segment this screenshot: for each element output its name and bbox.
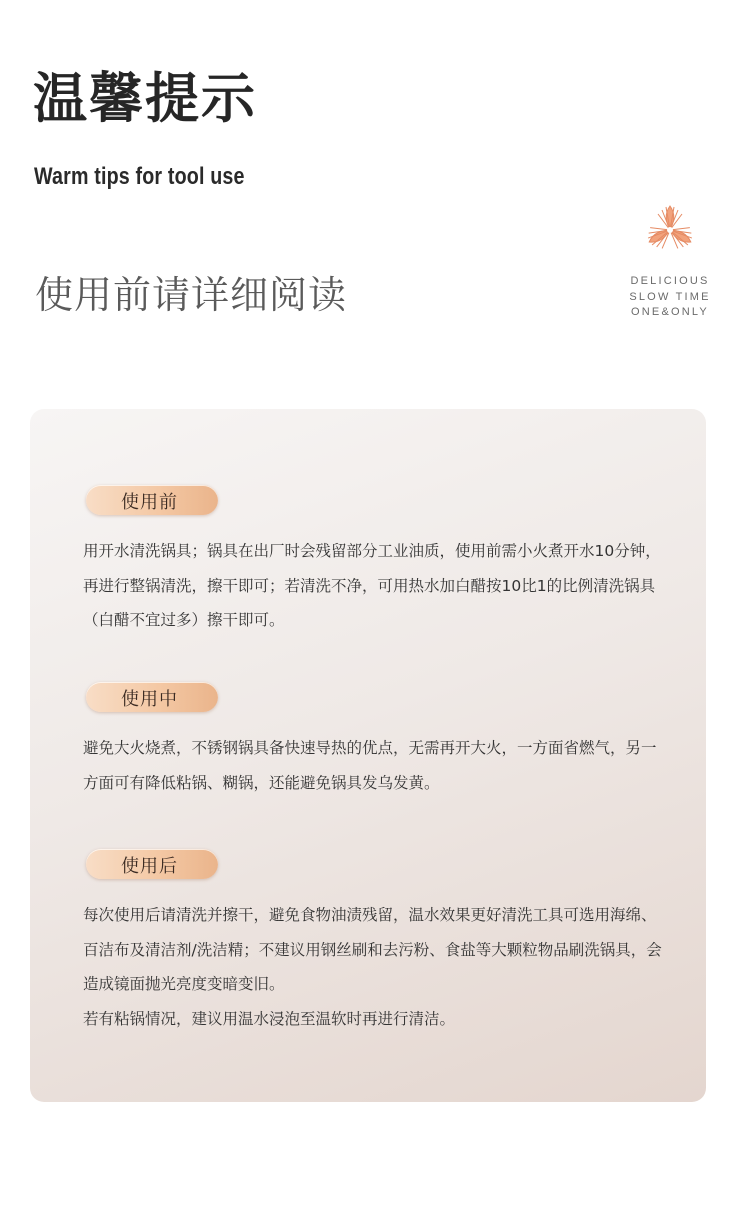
brand-line-1: DELICIOUS	[630, 275, 710, 287]
paragraph: 每次使用后请清洗并擦干，避免食物油渍残留，温水效果更好清洗工具可选用海绵、百洁布及清洁剂/洗洁精；不建议用钢丝刷和去污粉、食盐等大颗粒物品刷洗锅具，会造成镜面抛光亮度变暗变旧。	[83, 906, 662, 993]
section-label-text: 使用前	[121, 492, 178, 513]
section-label-during-use	[86, 682, 218, 712]
brand-line-3: ONE&ONLY	[631, 306, 709, 318]
section-body-during-use	[83, 731, 663, 800]
page-title: 温馨提示	[33, 67, 257, 130]
brand-block	[628, 200, 712, 321]
paragraph: 用开水清洗锅具；锅具在出厂时会残留部分工业油质，使用前需小火煮开水10分钟，再进行整锅清洗，擦干即可；若清洗不净，可用热水加白醋按10比1的比例清洗锅具（白醋不宜过多）擦干即可。	[83, 542, 661, 629]
paragraph: 避免大火烧煮，不锈钢锅具备快速导热的优点，无需再开大火，一方面省燃气，另一方面可有降低粘锅、糊锅，还能避免锅具发乌发黄。	[83, 739, 657, 792]
paragraph: 若有粘锅情况，建议用温水浸泡至温软时再进行清洁。	[83, 1009, 456, 1028]
section-label-after-use	[86, 849, 218, 879]
page-subtitle: Warm tips for tool use	[34, 163, 245, 190]
section-label-before-use	[86, 485, 218, 515]
section-label-text: 使用中	[121, 689, 178, 710]
section-body-before-use	[83, 534, 663, 638]
fan-flower-logo-icon	[640, 200, 700, 260]
section-body-after-use	[83, 898, 663, 1036]
read-before-use-note: 使用前请详细阅读	[35, 273, 348, 317]
section-label-text: 使用后	[121, 856, 178, 877]
brand-line-2: SLOW TIME	[629, 290, 711, 303]
